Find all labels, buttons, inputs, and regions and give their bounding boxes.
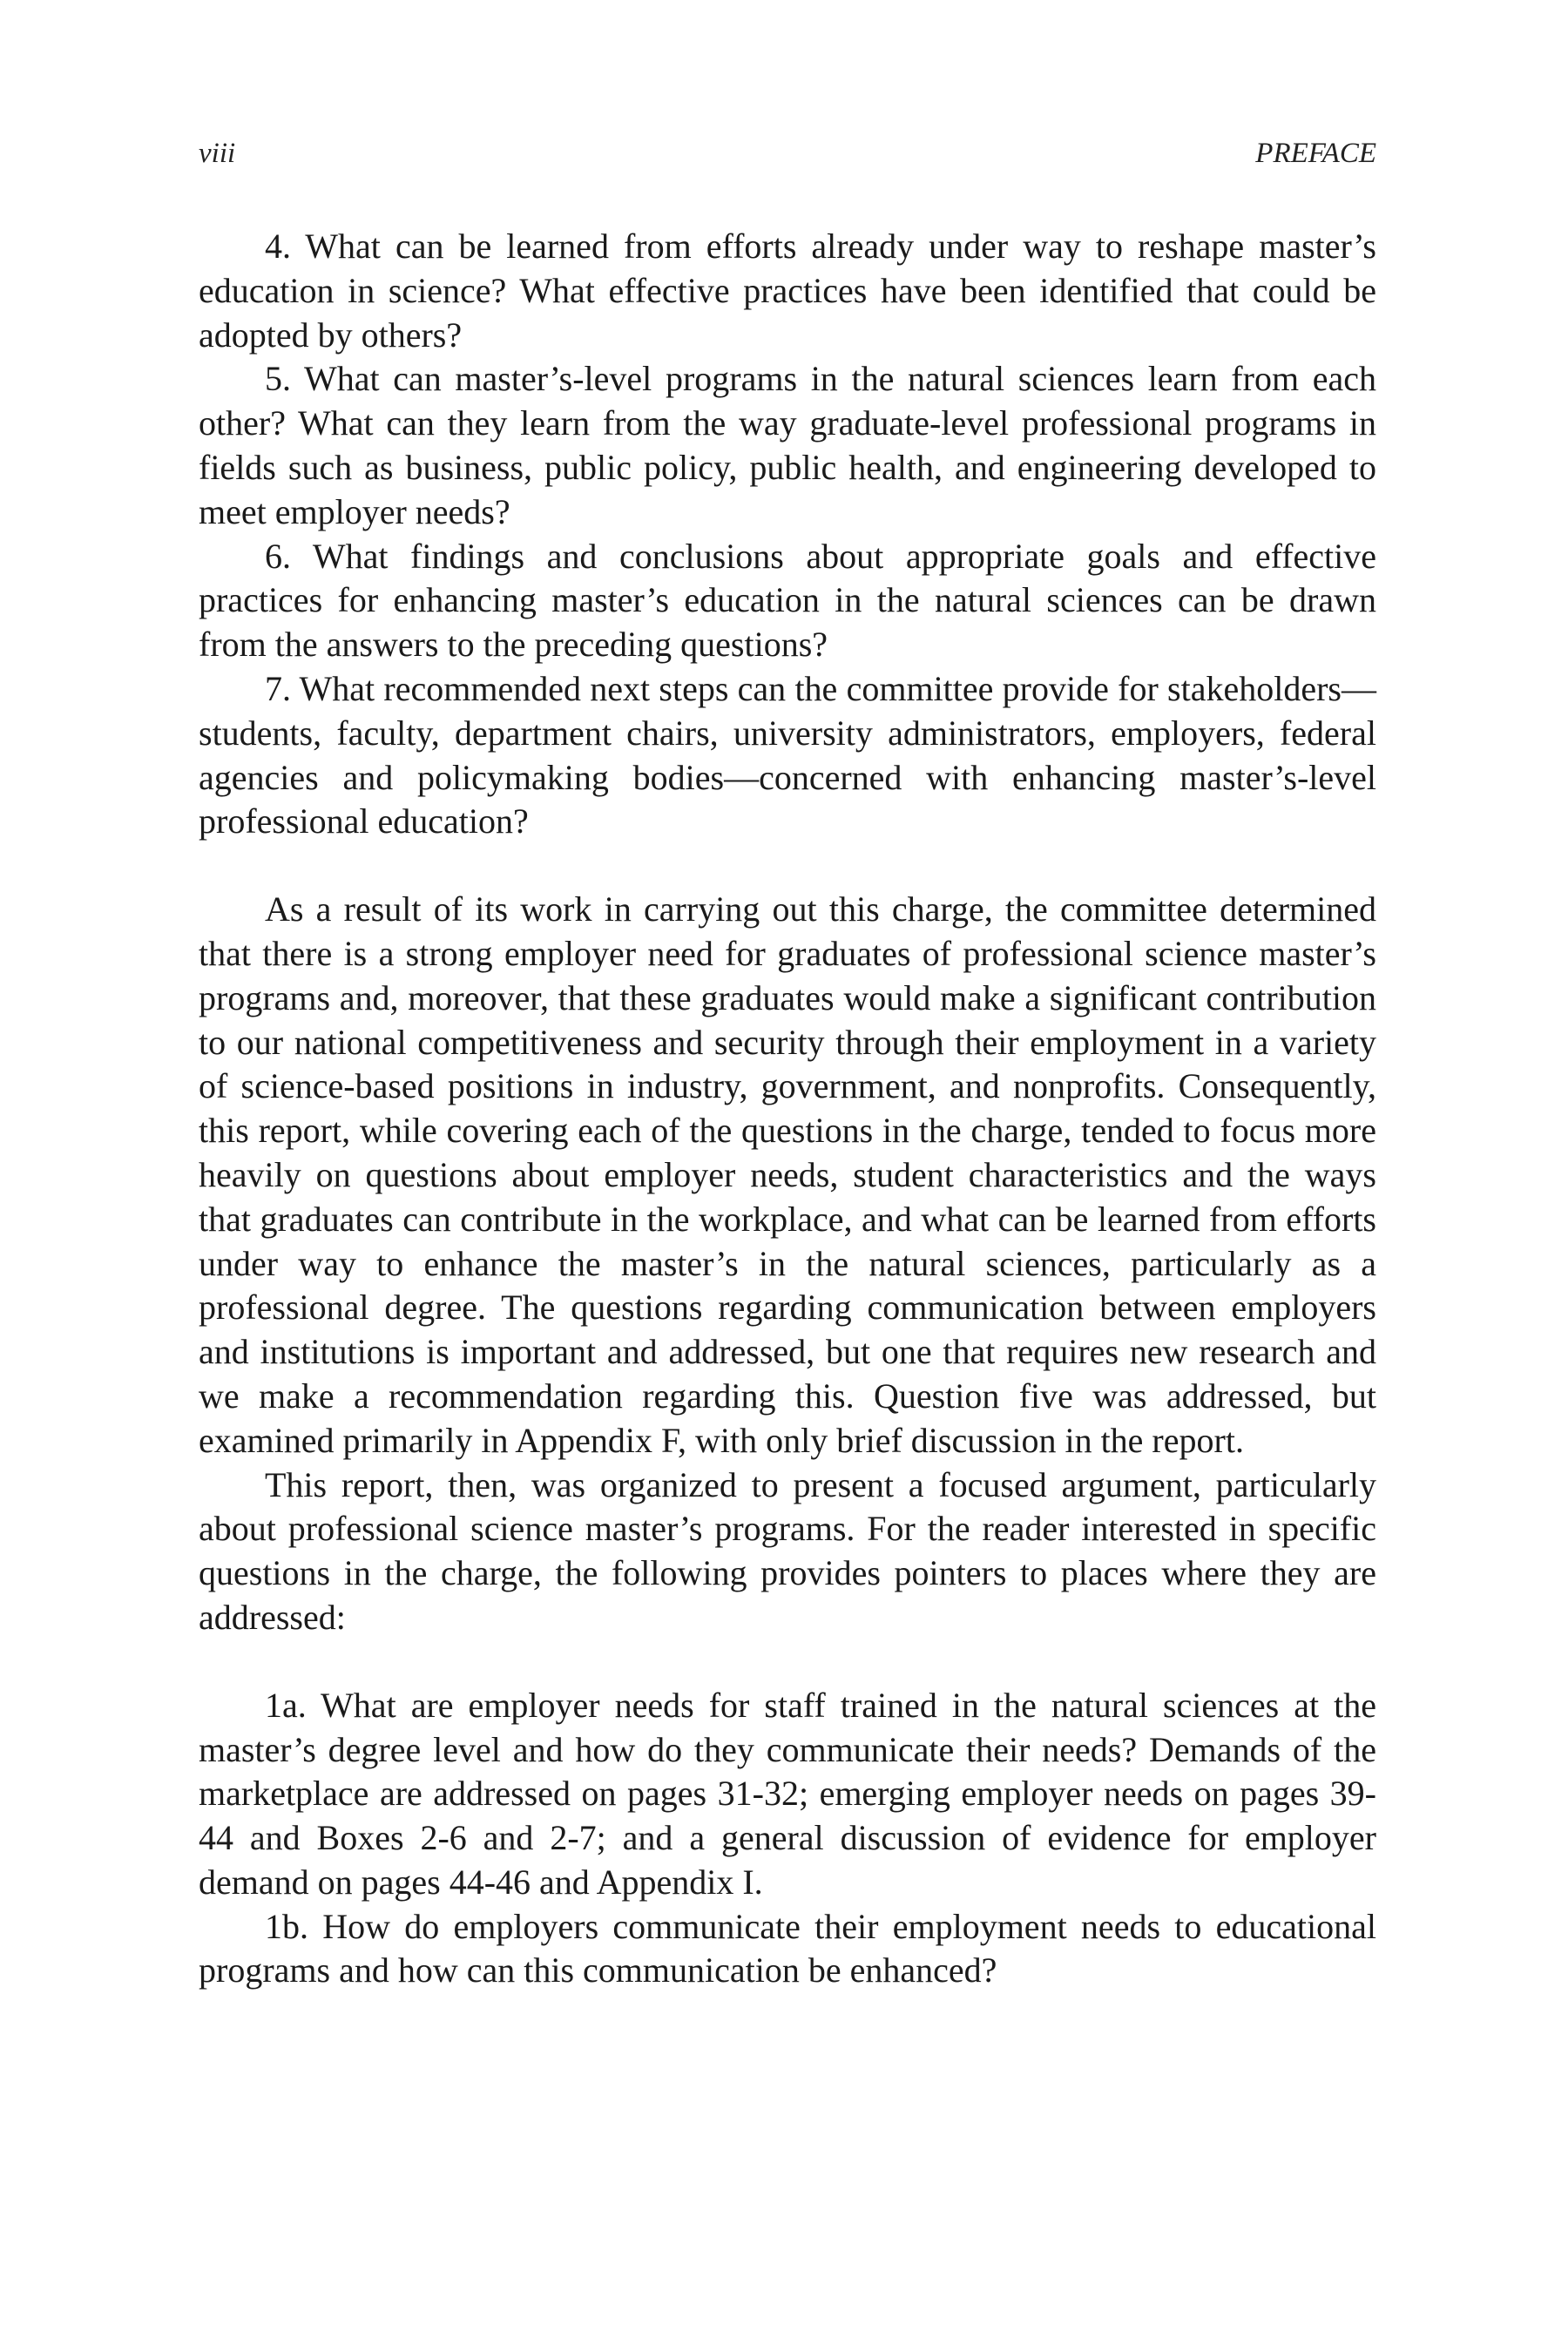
pointer-1a: 1a. What are employer needs for staff trained in the natural sciences at the master’s degree level and how do they communicate their needs? Demands of the marketplace are addressed on pages 31-32; emerging employer needs on pages 39-44 and Boxes 2-6 and 2-7; and a general discussion of evidence for employer demand on pages 44-46 and Appendix I. bbox=[199, 1685, 1376, 1902]
charge-question-4: 4. What can be learned from efforts already under way to reshape master’s education in science? What effective practices have been identified that could be adopted by others? bbox=[199, 226, 1376, 355]
organization-paragraph: This report, then, was organized to present a focused argument, particularly about professional science master’s programs. For the reader interested in specific questions in the charge, the following provides pointers to places where they are addressed: bbox=[199, 1464, 1376, 1637]
charge-question-6: 6. What findings and conclusions about appropriate goals and effective practices for enhancing master’s education in the natural sciences can be drawn from the answers to the preceding questions? bbox=[199, 536, 1376, 665]
section-title: PREFACE bbox=[1255, 138, 1376, 169]
section-gap bbox=[199, 1640, 1376, 1684]
findings-paragraph: As a result of its work in carrying out this charge, the committee determined that there is a strong employer need for graduates of professional science master’s programs and, moreover, that these graduates would make a significant contribution to our national competitiveness and security through their employment in a variety of science-based positions in industry, government, and nonprofits. Consequently, this report, while covering each of the questions in the charge, tended to focus more heavily on questions about employer needs, student characteristics and the ways that graduates can contribute in the workplace, and what can be learned from efforts under way to enhance the master’s in the natural sciences, particularly as a professional degree. The questions regarding communication between employers and institutions is important and addressed, but one that requires new research and we make a recommendation regarding this. Question five was addressed, but examined primarily in Appendix F, with only brief discussion in the report. bbox=[199, 889, 1376, 1460]
charge-question-5: 5. What can master’s-level programs in the natural sciences learn from each other? What can they learn from the way graduate-level professional programs in fields such as business, public policy, public health, and engineering developed to meet employer needs? bbox=[199, 359, 1376, 531]
pointer-1b: 1b. How do employers communicate their employment needs to educational programs and how can this communication be enhanced? bbox=[199, 1906, 1376, 1990]
charge-question-7: 7. What recommended next steps can the committee provide for stakeholders—students, faculty, department chairs, university administrators, employers, federal agencies and policymaking bodies—concerned with enhancing master’s-level professional education? bbox=[199, 668, 1376, 841]
section-gap bbox=[199, 844, 1376, 888]
body-text bbox=[199, 225, 1376, 1993]
page-number: viii bbox=[199, 138, 236, 169]
running-head bbox=[199, 138, 1376, 170]
